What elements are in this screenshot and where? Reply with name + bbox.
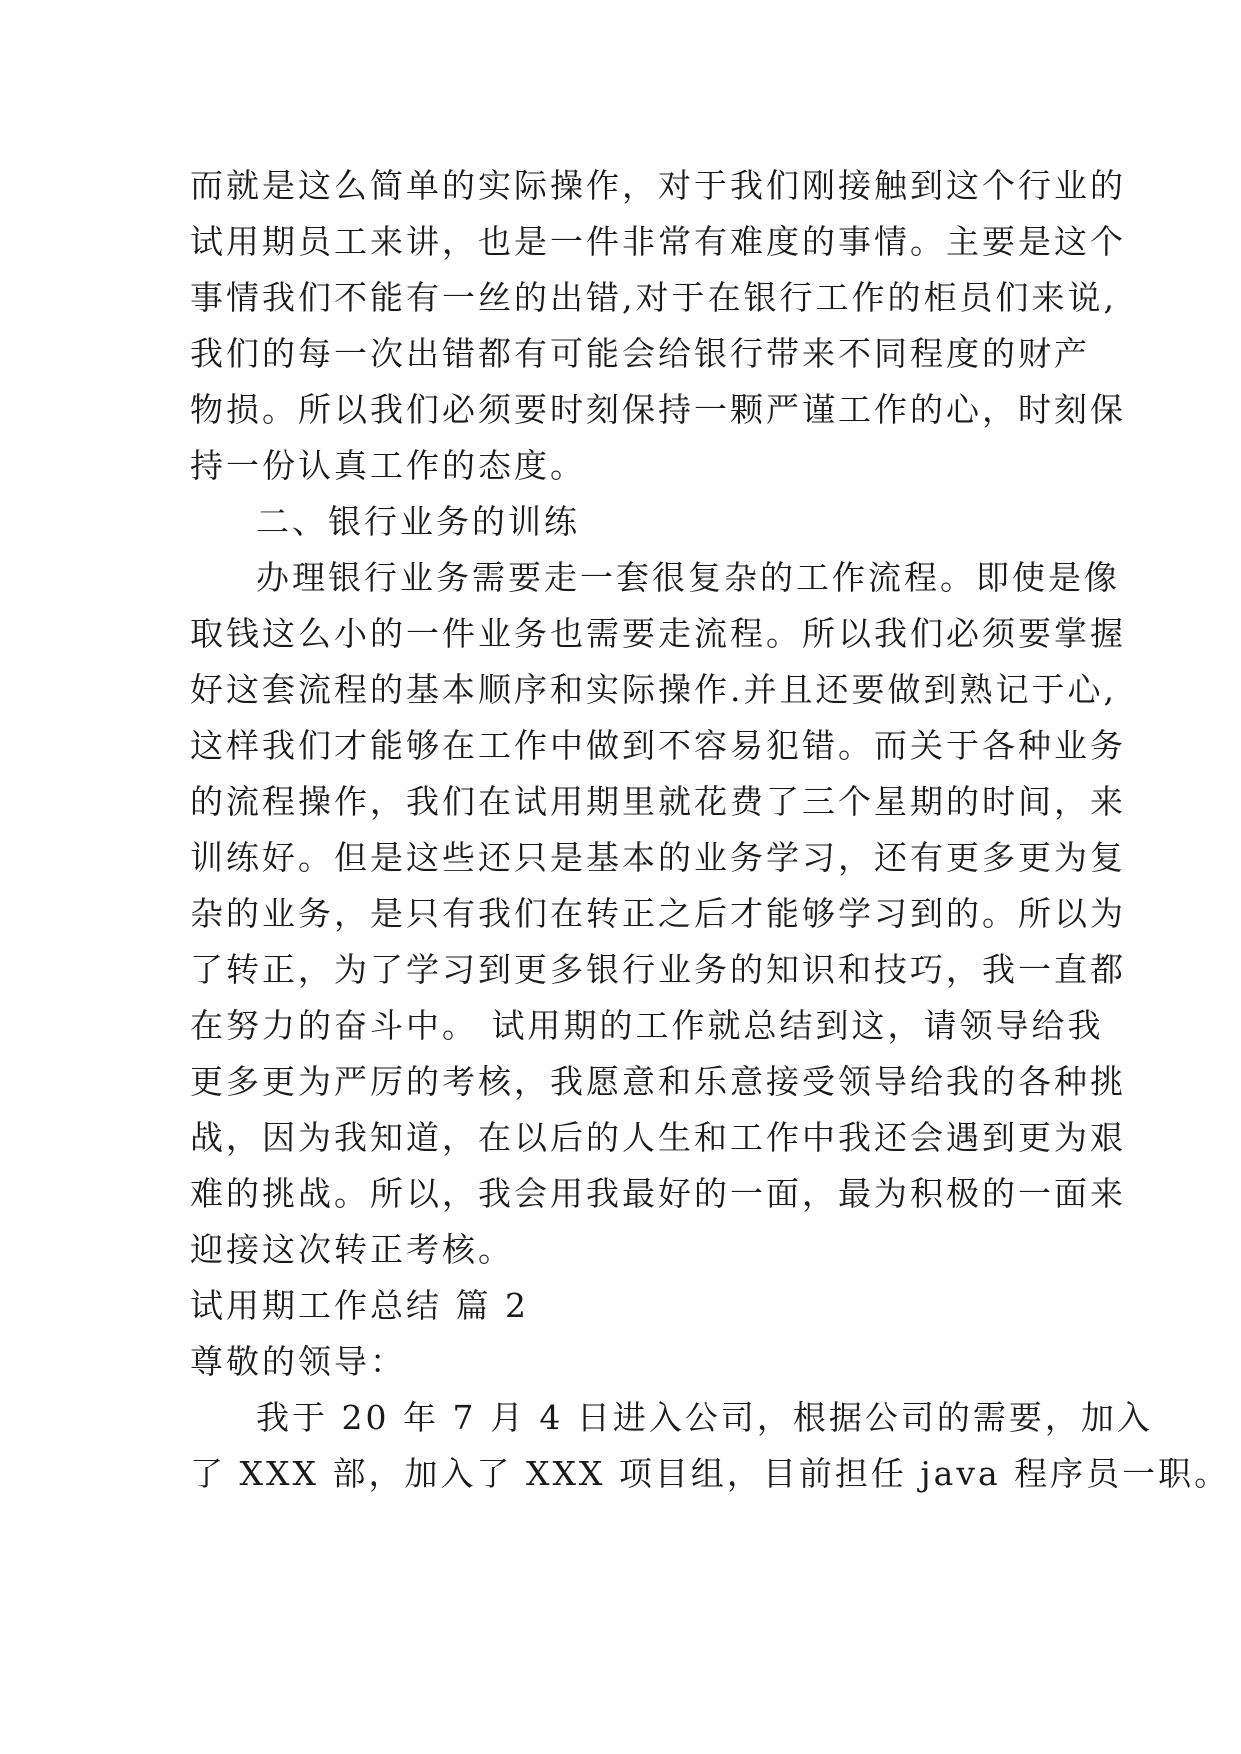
text-line: 战，因为我知道，在以后的人生和工作中我还会遇到更为艰 — [190, 1118, 1126, 1157]
section-heading: 二、银行业务的训练 — [256, 502, 580, 541]
text-line: 办理银行业务需要走一套很复杂的工作流程。即使是像 — [256, 558, 1120, 597]
text-line: 杂的业务，是只有我们在转正之后才能够学习到的。所以为 — [190, 894, 1126, 933]
salutation: 尊敬的领导： — [190, 1342, 406, 1381]
text-line: 我于 20 年 7 月 4 日进入公司，根据公司的需要，加入 — [256, 1398, 1153, 1437]
text-line: 试用期员工来讲，也是一件非常有难度的事情。主要是这个 — [190, 222, 1126, 261]
text-line: 物损。所以我们必须要时刻保持一颗严谨工作的心，时刻保 — [190, 390, 1126, 429]
text-line: 了转正，为了学习到更多银行业务的知识和技巧，我一直都 — [190, 950, 1126, 989]
article-title: 试用期工作总结 篇 2 — [190, 1286, 529, 1325]
text-line: 事情我们不能有一丝的出错,对于在银行工作的柜员们来说, — [190, 278, 1117, 317]
text-line: 取钱这么小的一件业务也需要走流程。所以我们必须要掌握 — [190, 614, 1126, 653]
text-line: 迎接这次转正考核。 — [190, 1230, 514, 1269]
text-line: 我们的每一次出错都有可能会给银行带来不同程度的财产 — [190, 334, 1090, 373]
text-line: 持一份认真工作的态度。 — [190, 446, 586, 485]
text-line: 这样我们才能够在工作中做到不容易犯错。而关于各种业务 — [190, 726, 1126, 765]
text-line: 好这套流程的基本顺序和实际操作.并且还要做到熟记于心, — [190, 670, 1117, 709]
text-line: 而就是这么简单的实际操作，对于我们刚接触到这个行业的 — [190, 166, 1126, 205]
text-line: 的流程操作，我们在试用期里就花费了三个星期的时间，来 — [190, 782, 1126, 821]
text-line: 训练好。但是这些还只是基本的业务学习，还有更多更为复 — [190, 838, 1126, 877]
text-line: 了 XXX 部，加入了 XXX 项目组，目前担任 java 程序员一职。 — [190, 1454, 1231, 1493]
text-line: 更多更为严厉的考核，我愿意和乐意接受领导给我的各种挑 — [190, 1062, 1126, 1101]
text-line: 难的挑战。所以，我会用我最好的一面，最为积极的一面来 — [190, 1174, 1126, 1213]
text-line: 在努力的奋斗中。 试用期的工作就总结到这，请领导给我 — [190, 1006, 1104, 1045]
